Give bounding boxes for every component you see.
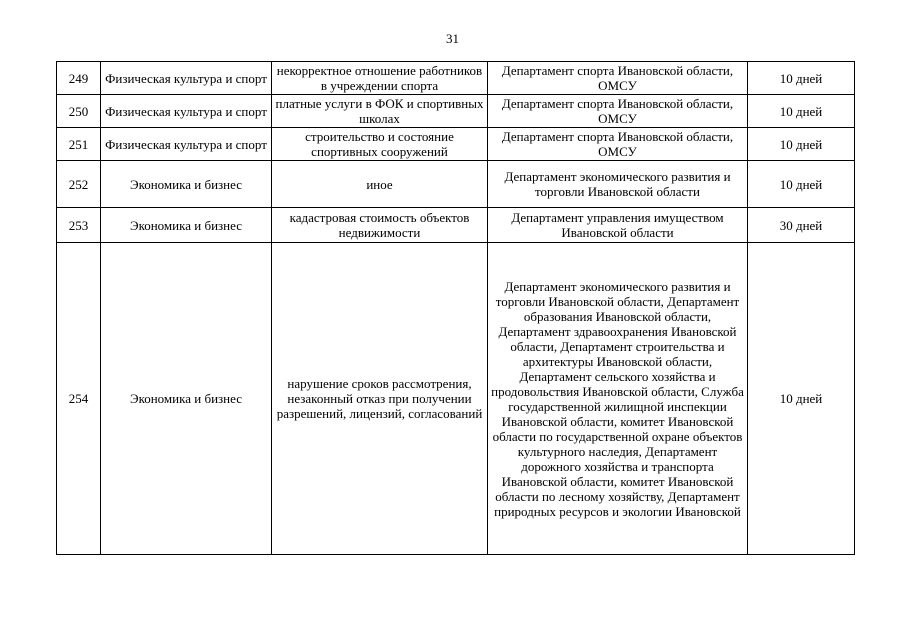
table-row bbox=[57, 243, 855, 555]
topic-cell: платные услуги в ФОК и спортивных школах bbox=[272, 95, 488, 128]
term-cell: 30 дней bbox=[748, 208, 855, 243]
row-number: 251 bbox=[57, 128, 101, 161]
table-row bbox=[57, 161, 855, 208]
department-cell: Департамент управления имуществом Ивановской области bbox=[488, 208, 748, 243]
term-cell: 10 дней bbox=[748, 95, 855, 128]
category-cell: Экономика и бизнес bbox=[101, 243, 272, 555]
term-cell: 10 дней bbox=[748, 128, 855, 161]
row-number: 250 bbox=[57, 95, 101, 128]
department-cell: Департамент экономического развития и торговли Ивановской области, Департамент образования Ивановской области, Департамент здравоохранения Ивановской области, Департамент строительства и архитектуры Ивановской области, Департамент сельского хозяйства и продовольствия Ивановской области, Служба государственной жилищной инспекции Ивановской области, комитет Ивановской области по государственной охране объектов культурного наследия, Департамент дорожного хозяйства и транспорта Ивановской области, комитет Ивановской области по лесному хозяйству, Департамент природных ресурсов и экологии Ивановской bbox=[488, 243, 748, 555]
row-number: 252 bbox=[57, 161, 101, 208]
term-cell: 10 дней bbox=[748, 161, 855, 208]
row-number: 253 bbox=[57, 208, 101, 243]
category-cell: Физическая культура и спорт bbox=[101, 128, 272, 161]
category-cell: Экономика и бизнес bbox=[101, 208, 272, 243]
table-row bbox=[57, 95, 855, 128]
department-cell: Департамент экономического развития и торговли Ивановской области bbox=[488, 161, 748, 208]
category-cell: Экономика и бизнес bbox=[101, 161, 272, 208]
category-cell: Физическая культура и спорт bbox=[101, 95, 272, 128]
table-row bbox=[57, 62, 855, 95]
topic-cell: иное bbox=[272, 161, 488, 208]
topic-cell: кадастровая стоимость объектов недвижимости bbox=[272, 208, 488, 243]
row-number: 254 bbox=[57, 243, 101, 555]
page-number: 31 bbox=[446, 31, 459, 46]
term-cell: 10 дней bbox=[748, 243, 855, 555]
topic-cell: нарушение сроков рассмотрения, незаконный отказ при получении разрешений, лицензий, согласований bbox=[272, 243, 488, 555]
topic-cell: некорректное отношение работников в учреждении спорта bbox=[272, 62, 488, 95]
row-number: 249 bbox=[57, 62, 101, 95]
department-cell: Департамент спорта Ивановской области, ОМСУ bbox=[488, 62, 748, 95]
category-cell: Физическая культура и спорт bbox=[101, 62, 272, 95]
table-row bbox=[57, 208, 855, 243]
department-cell: Департамент спорта Ивановской области, ОМСУ bbox=[488, 128, 748, 161]
appeals-table bbox=[56, 61, 855, 555]
topic-cell: строительство и состояние спортивных сооружений bbox=[272, 128, 488, 161]
term-cell: 10 дней bbox=[748, 62, 855, 95]
department-cell: Департамент спорта Ивановской области, ОМСУ bbox=[488, 95, 748, 128]
table-row bbox=[57, 128, 855, 161]
